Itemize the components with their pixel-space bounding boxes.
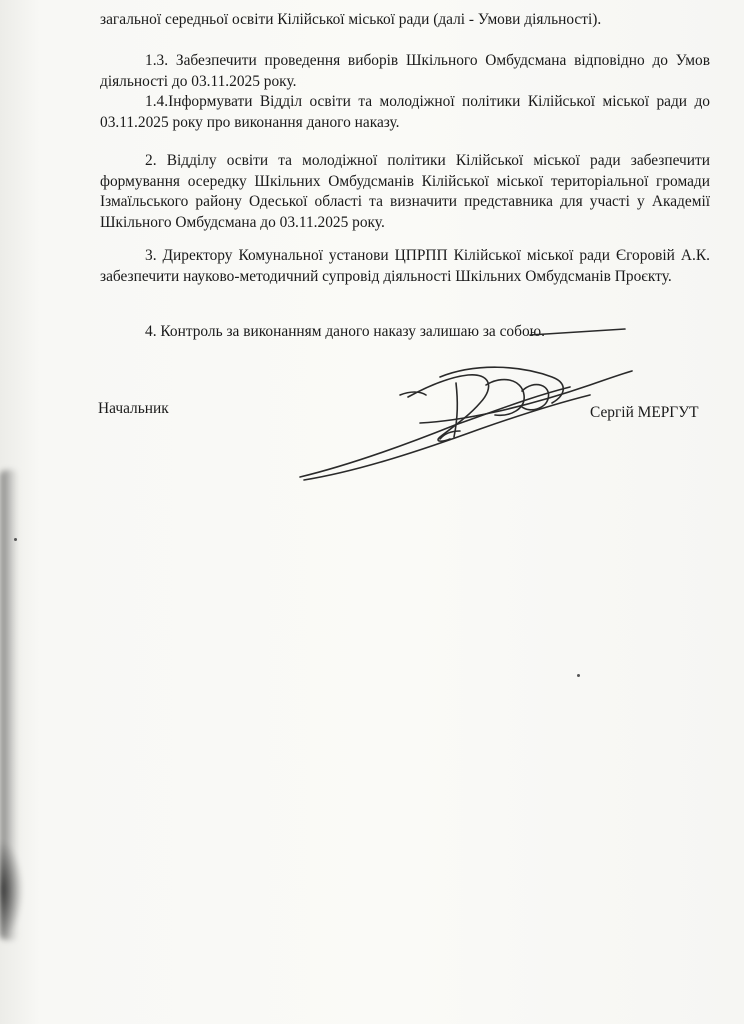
- scan-smudge: [0, 840, 24, 940]
- paragraph-intro: загальної середньої освіти Кілійської міської ради (далі - Умови діяльності).: [100, 11, 602, 28]
- paragraph-3: 3. Директору Комунальної установи ЦПРПП Кілійської міської ради Єгоровій А.К. забезпечити науково-методичний супровід діяльності Шкільних Омбудсманів Проєкту.: [100, 247, 710, 285]
- scan-speck: [14, 538, 17, 541]
- paragraph-1-4: 1.4.Інформувати Відділ освіти та молодіжної політики Кілійської міської ради до 03.11.2025 року про виконання даного наказу.: [100, 93, 710, 131]
- signatory-title: Начальник: [98, 400, 169, 417]
- paragraph-2: 2. Відділу освіти та молодіжної політики Кілійської міської ради забезпечити формування осередку Шкільних Омбудсманів Кілійської міської територіальної громади Ізмаїльського району Одеської області та визначити представника для участі у Академії Шкільного Омбудсмана до 03.11.2025 року.: [100, 152, 710, 231]
- paragraph-4: 4. Контроль за виконанням даного наказу залишаю за собою.: [145, 323, 545, 340]
- paragraph-1-3: 1.3. Забезпечити проведення виборів Шкільного Омбудсмана відповідно до Умов діяльності до 03.11.2025 року.: [100, 52, 710, 90]
- handwritten-signature: [290, 325, 640, 490]
- signatory-name: Сергій МЕРГУТ: [590, 404, 699, 421]
- scan-speck: [577, 674, 580, 677]
